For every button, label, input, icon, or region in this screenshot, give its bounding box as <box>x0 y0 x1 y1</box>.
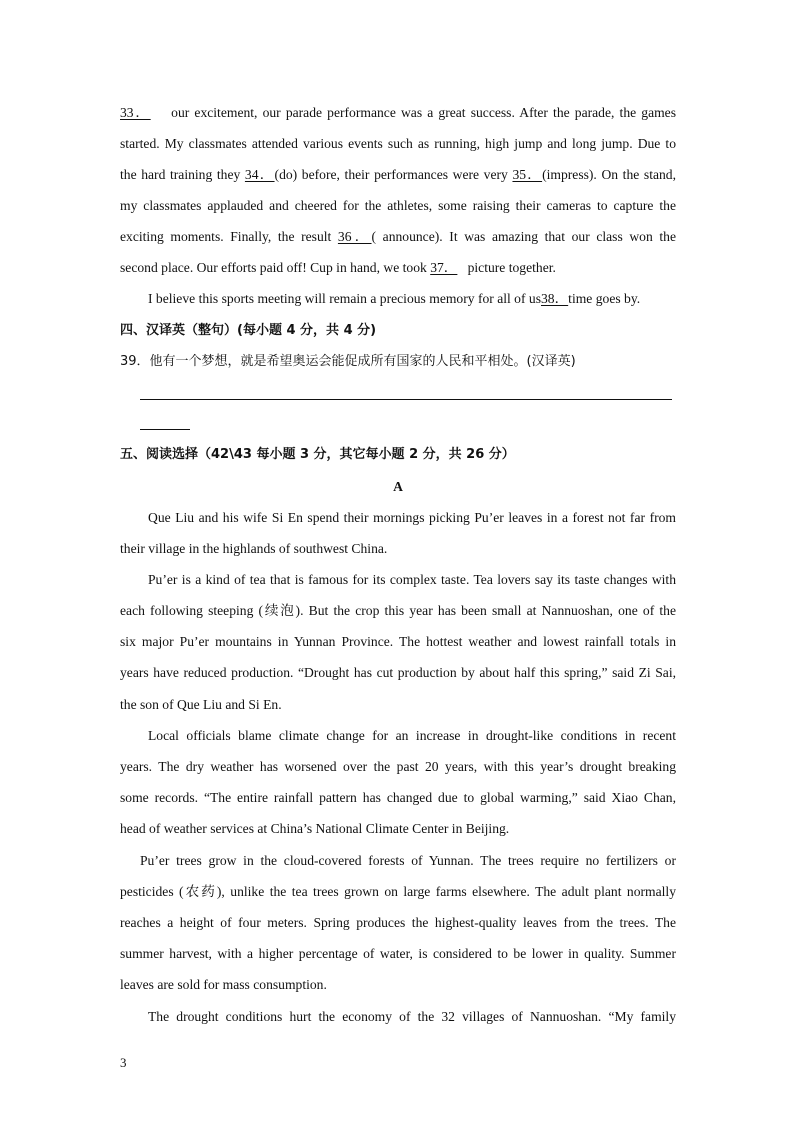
passage-line: some records. “The entire rainfall pattern has changed due to global warming,” said Xiao Chan, <box>120 790 676 805</box>
passage-line: The drought conditions hurt the economy of the 32 villages of Nannuoshan. “My family <box>148 1009 676 1024</box>
passage-line: reaches a height of four meters. Spring produces the highest-quality leaves from the trees. The <box>120 915 676 930</box>
passage-line: Local officials blame climate change for an increase in drought-like conditions in recent <box>148 728 676 743</box>
answer-line <box>140 399 672 400</box>
passage-line: years. The dry weather has worsened over the past 20 years, with this year’s drought breaking <box>120 759 676 774</box>
passage-line: each following steeping (续泡). But the crop this year has been small at Nannuoshan, one of the <box>120 603 676 618</box>
blank-33: 33． <box>120 105 151 120</box>
text-line: 33． our excitement, our parade performance was a great success. After the parade, the games <box>120 105 677 120</box>
text-line: my classmates applauded and cheered for the athletes, some raising their cameras to capture the <box>120 198 676 213</box>
text-line: started. My classmates attended various events such as running, high jump and long jump. Due to <box>120 136 676 151</box>
text-line: the hard training they 34．(do) before, their performances were very 35．(impress). On the stand, <box>120 167 676 182</box>
text-line: I believe this sports meeting will remain a precious memory for all of us38．time goes by. <box>148 291 641 306</box>
blank-36: 36． <box>337 229 372 244</box>
text-line: exciting moments. Finally, the result 36．( announce). It was amazing that our class won the <box>120 229 676 244</box>
passage-line: leaves are sold for mass consumption. <box>120 977 327 992</box>
answer-line-short <box>140 429 190 430</box>
passage-line: Pu’er trees grow in the cloud-covered forests of Yunnan. The trees require no fertilizers or <box>140 853 676 868</box>
passage-line: Que Liu and his wife Si En spend their mornings picking Pu’er leaves in a forest not far from <box>148 510 676 525</box>
section-heading-5: 五、阅读选择（42\43 每小题 3 分，其它每小题 2 分，共 26 分） <box>120 447 515 462</box>
passage-line: the son of Que Liu and Si En. <box>120 697 282 712</box>
blank-34: 34． <box>244 167 275 182</box>
passage-line: their village in the highlands of southwest China. <box>120 541 388 556</box>
passage-line: head of weather services at China’s National Climate Center in Beijing. <box>120 821 510 836</box>
blank-37: 37． <box>430 260 458 275</box>
page-number: 3 <box>120 1055 127 1070</box>
blank-35: 35． <box>512 167 543 182</box>
passage-line: summer harvest, with a higher percentage of water, is considered to be lower in quality. Summer <box>120 946 676 961</box>
passage-line: Pu’er is a kind of tea that is famous for its complex taste. Tea lovers say its taste changes with <box>148 572 676 587</box>
passage-line: years have reduced production. “Drought has cut production by about half this spring,” said Zi Sai, <box>120 665 676 680</box>
passage-label: A <box>393 479 403 494</box>
text-line: second place. Our efforts paid off! Cup in hand, we took 37． picture together. <box>120 260 556 275</box>
question-39: 39．他有一个梦想，就是希望奥运会能促成所有国家的人民和平相处。(汉译英) <box>120 354 576 369</box>
blank-38: 38． <box>540 291 569 306</box>
section-heading-4: 四、汉译英（整句）(每小题 4 分，共 4 分) <box>120 323 377 338</box>
passage-line: pesticides (农药), unlike the tea trees grown on large farms elsewhere. The adult plant normally <box>120 884 676 899</box>
passage-line: six major Pu’er mountains in Yunnan Province. The hottest weather and lowest rainfall totals in <box>120 634 676 649</box>
